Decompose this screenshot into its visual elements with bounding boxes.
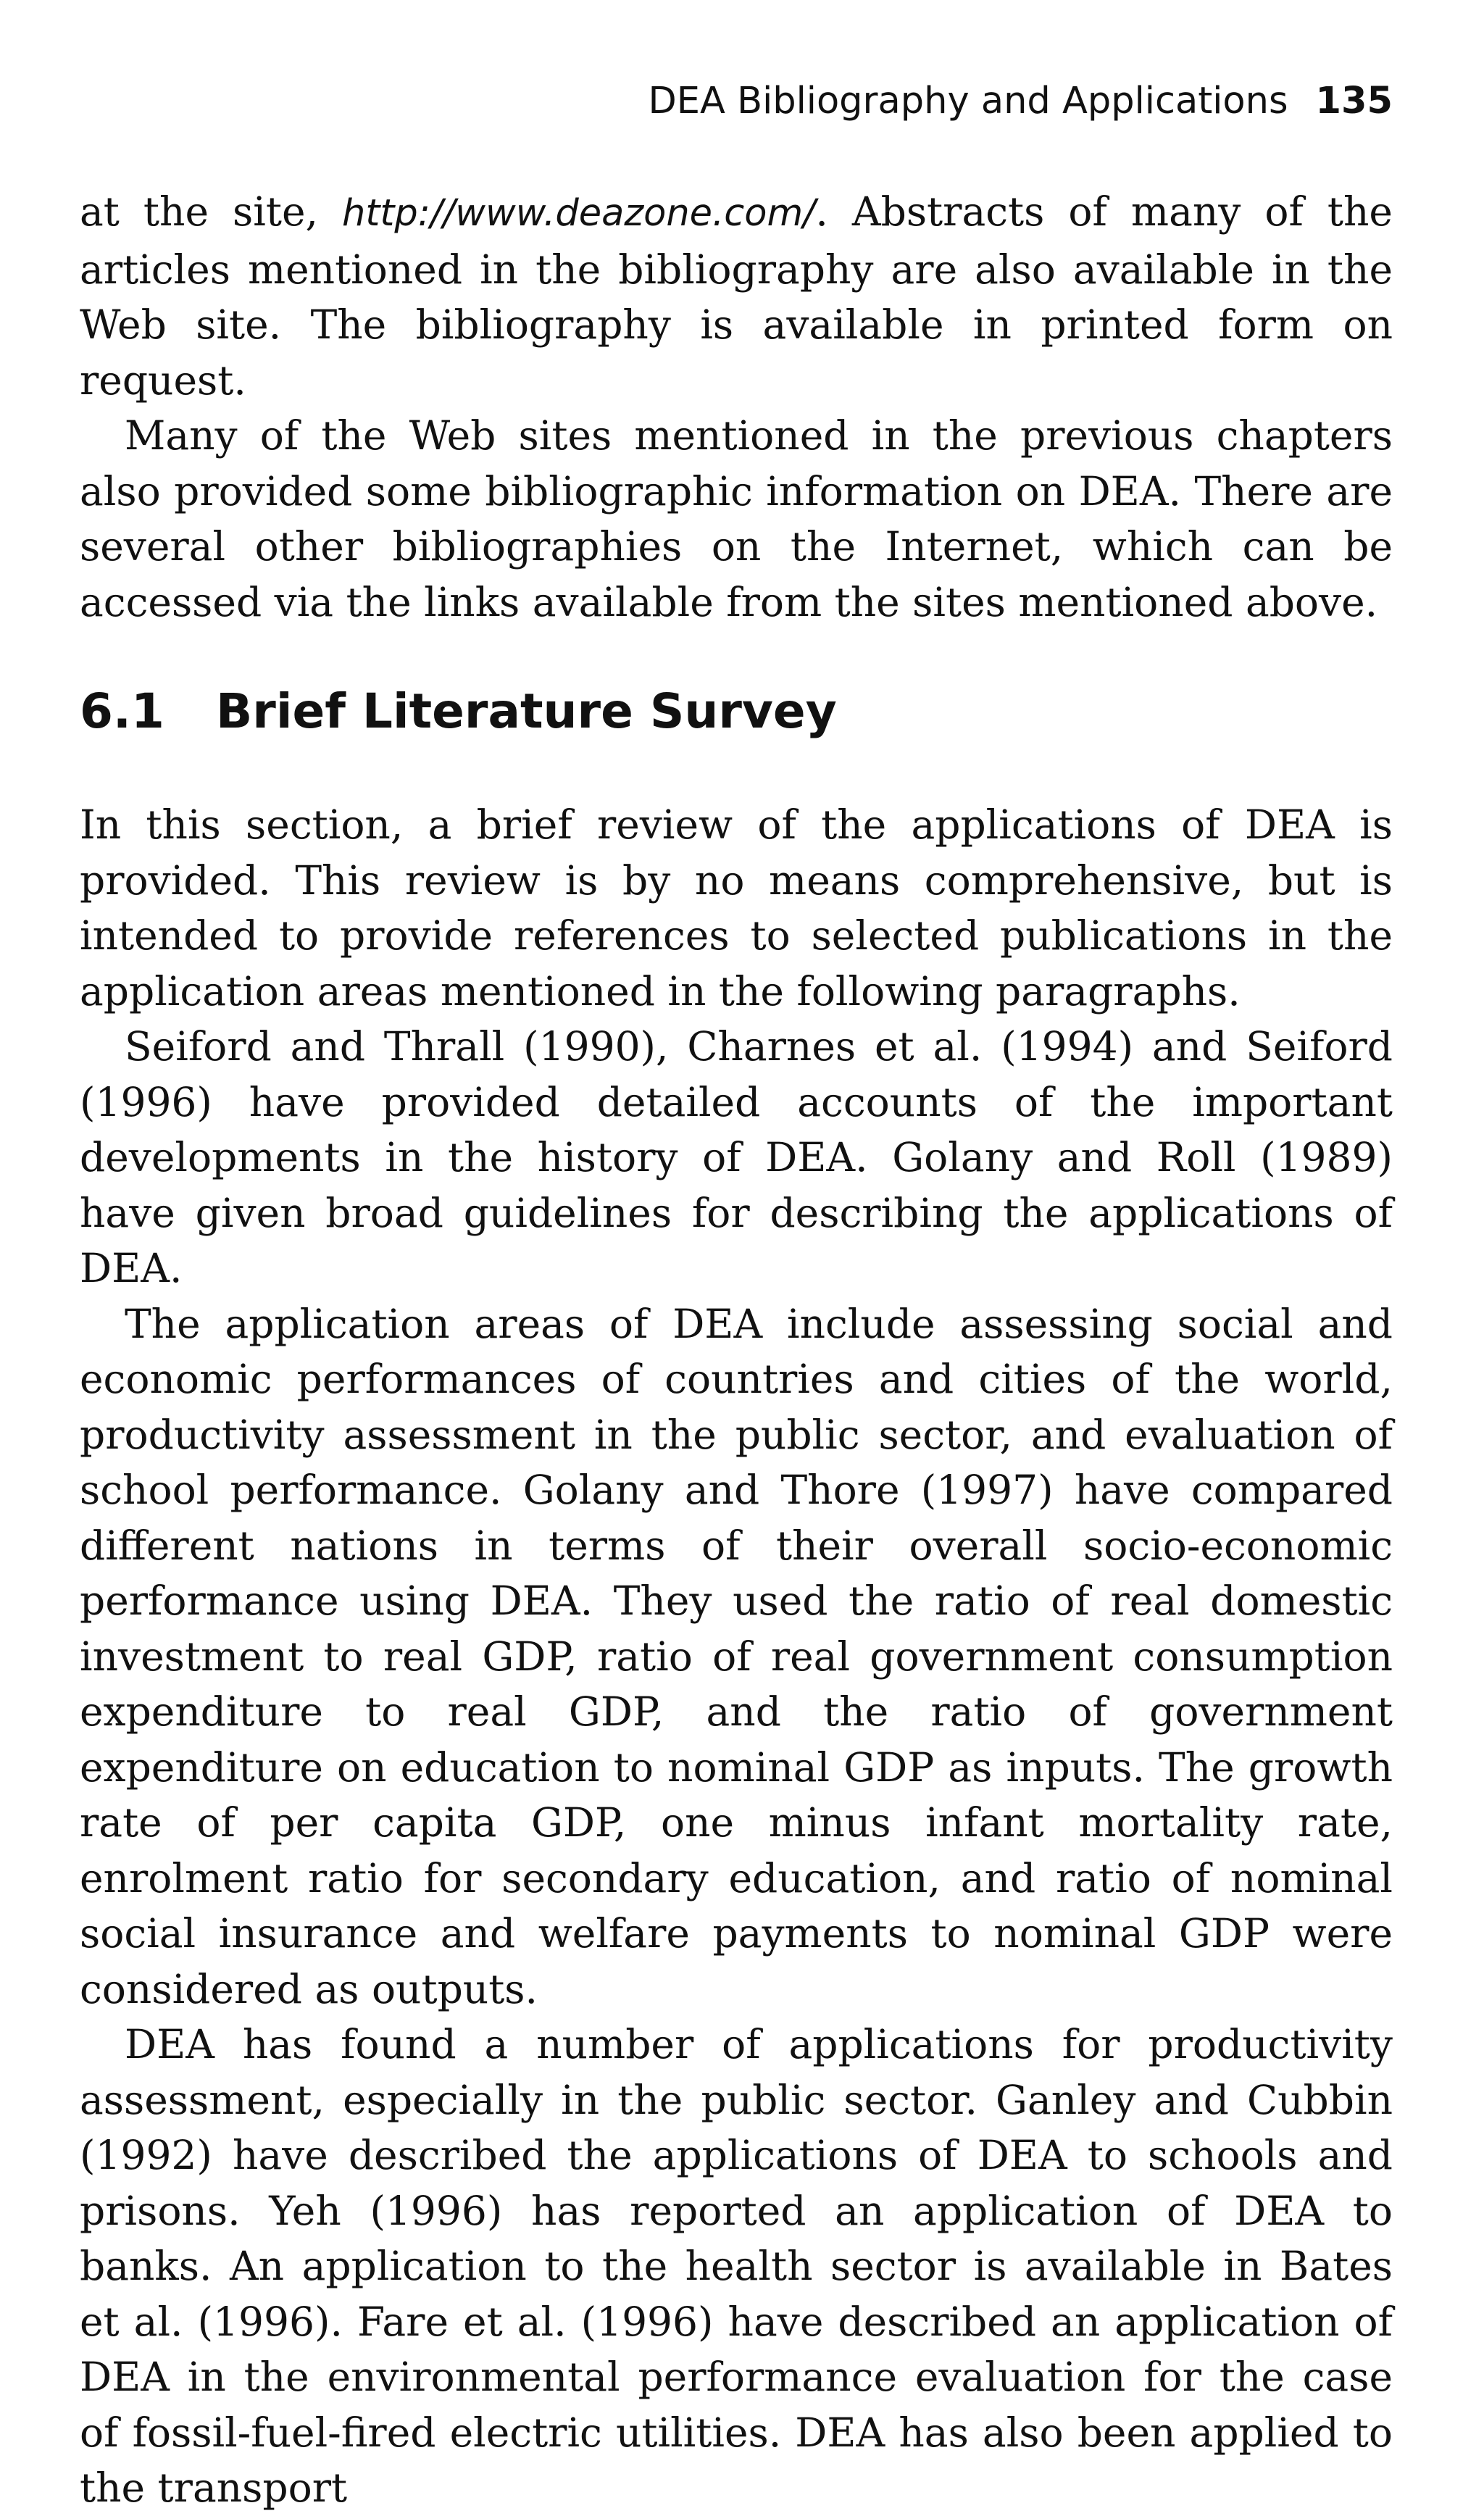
- body-paragraph-1: In this section, a brief review of the applications of DEA is provided. This review is by no means comprehensive, but is intended to provide references to selected publications in the application areas mentioned in the following paragraphs.: [80, 801, 1393, 1015]
- page-number: 135: [1315, 80, 1393, 122]
- intro-text-before-url: at the site,: [80, 188, 343, 235]
- intro-text-after-url: . Abstracts of many of the articles mentioned in the bibliography are also available in the Web site. The bibliography is available in printed form on request.: [80, 188, 1393, 404]
- body-paragraph-4: DEA has found a number of applications for productivity assessment, especially in the public sector. Ganley and Cubbin (1992) have described the applications of DEA to schools and prisons. Yeh (1996) has reported an application of DEA to banks. An application to the health sector is available in Bates et al. (1996). Fare et al. (1996) have described an application of DEA in the environmental performance evaluation for the case of fossil-fuel-fired electric utilities. DEA has also been applied to the transport: [80, 2021, 1393, 2511]
- intro-text-block: [80, 184, 1393, 630]
- section-heading: [80, 683, 837, 741]
- body-paragraph-3: The application areas of DEA include assessing social and economic performances of countries and cities of the world, productivity assessment in the public sector, and evaluation of school performance. Golany and Thore (1997) have compared different nations in terms of their overall socio-economic performance using DEA. They used the ratio of real domestic investment to real GDP, ratio of real government consumption expenditure to real GDP, and the ratio of government expenditure on education to nominal GDP as inputs. The growth rate of per capita GDP, one minus infant mortality rate, enrolment ratio for secondary education, and ratio of nominal social insurance and welfare payments to nominal GDP were considered as outputs.: [80, 1300, 1393, 2012]
- section-number: 6.1: [80, 683, 164, 739]
- body-paragraph-2: Seiford and Thrall (1990), Charnes et al. (1994) and Seiford (1996) have provided detailed accounts of the important developments in the history of DEA. Golany and Roll (1989) have given broad guidelines for describing the applications of DEA.: [80, 1023, 1393, 1291]
- section-title: Brief Literature Survey: [216, 683, 837, 739]
- section-body: [80, 797, 1393, 2516]
- running-title: DEA Bibliography and Applications: [648, 80, 1288, 122]
- running-head: [648, 75, 1393, 128]
- intro-paragraph-2: Many of the Web sites mentioned in the previous chapters also provided some bibliographic information on DEA. There are several other bibliographies on the Internet, which can be accessed via the links available from the sites mentioned above.: [80, 412, 1393, 625]
- website-url: http://www.deazone.com/: [342, 192, 816, 235]
- intro-paragraph-1: [80, 184, 1393, 408]
